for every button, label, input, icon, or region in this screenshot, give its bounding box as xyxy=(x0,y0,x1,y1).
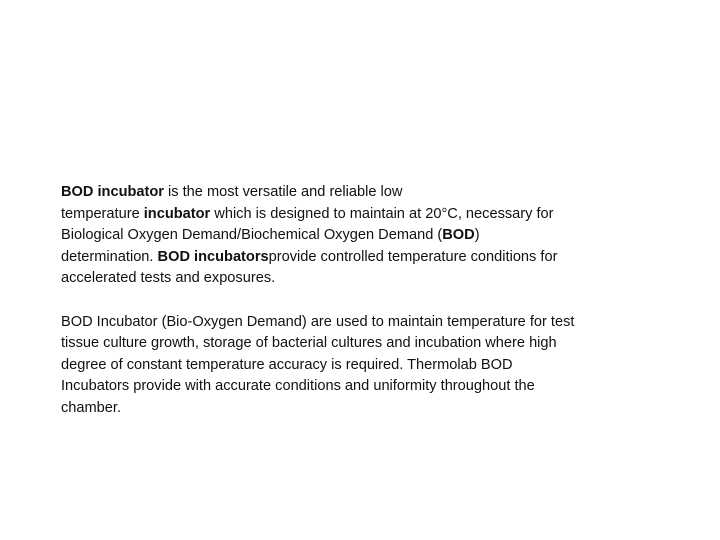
paragraph-bod-incubator-intro xyxy=(61,182,661,290)
text-line: degree of constant temperature accuracy is required. Thermolab BOD xyxy=(61,356,513,373)
bold-term: BOD incubator xyxy=(61,184,164,200)
text-line: tissue culture growth, storage of bacterial cultures and incubation where high xyxy=(61,335,557,352)
text-run: determination. xyxy=(61,248,158,265)
text-line xyxy=(61,225,661,247)
text-run: accelerated tests and exposures. xyxy=(61,270,276,287)
text-run: which is designed to maintain at 20°C, necessary for xyxy=(210,205,554,222)
text-run: is the most versatile and reliable low xyxy=(163,184,403,200)
text-line xyxy=(61,204,661,226)
text-body xyxy=(61,182,661,420)
bold-term: BOD incubators xyxy=(157,248,269,265)
bold-term: incubator xyxy=(143,205,211,222)
text-run: temperature xyxy=(61,205,144,222)
text-line xyxy=(61,268,661,290)
text-line: chamber. xyxy=(61,399,122,416)
text-run: ) xyxy=(474,227,480,244)
text-line xyxy=(61,182,661,204)
bold-term: BOD xyxy=(442,227,475,244)
text-run: Biological Oxygen Demand/Biochemical Oxygen Demand ( xyxy=(61,227,443,244)
paragraph-bod-incubator-uses xyxy=(61,312,661,420)
text-run: provide controlled temperature conditions for xyxy=(268,248,558,265)
text-line xyxy=(61,247,661,269)
text-line: BOD Incubator (Bio-Oxygen Demand) are used to maintain temperature for test xyxy=(61,313,575,330)
text-line: Incubators provide with accurate conditions and uniformity throughout the xyxy=(61,378,535,395)
